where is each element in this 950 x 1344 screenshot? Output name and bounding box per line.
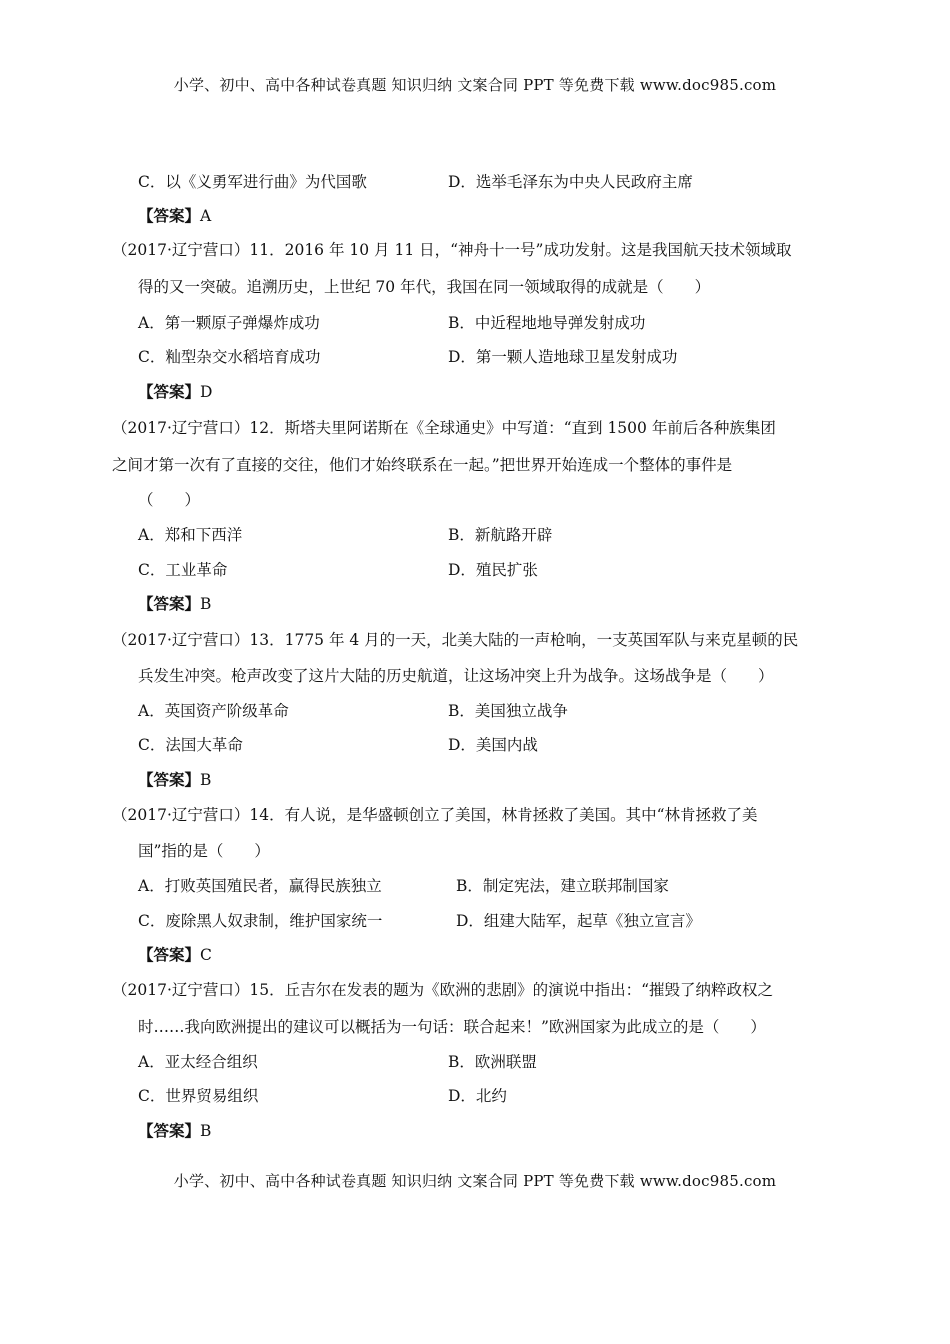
answer-value: C xyxy=(200,946,212,964)
q15-option-a: A．亚太经合组织 xyxy=(138,1053,258,1071)
q11-option-b: B．中近程地地导弹发射成功 xyxy=(448,314,646,332)
q13-option-b: B．美国独立战争 xyxy=(448,702,568,720)
q11-option-a: A．第一颗原子弹爆炸成功 xyxy=(138,314,320,332)
answer-label: 【答案】 xyxy=(138,770,201,789)
page-header: 小学、初中、高中各种试卷真题 知识归纳 文案合同 PPT 等免费下载 www.doc985.com xyxy=(173,76,777,94)
answer-value: A xyxy=(200,207,212,225)
answer-value: B xyxy=(200,1122,212,1140)
q15-option-b: B．欧洲联盟 xyxy=(448,1053,537,1071)
q11-option-c: C．籼型杂交水稻培育成功 xyxy=(138,348,321,366)
answer-value: B xyxy=(200,595,212,613)
q15-stem-line1: （2017·辽宁营口）15．丘吉尔在发表的题为《欧洲的悲剧》的演说中指出：“摧毁了纳粹政权之 xyxy=(112,981,774,999)
q15-answer xyxy=(138,1121,211,1141)
q14-answer xyxy=(138,945,212,965)
answer-label: 【答案】 xyxy=(138,594,201,613)
q12-option-d: D．殖民扩张 xyxy=(448,561,538,579)
q11-option-d: D．第一颗人造地球卫星发射成功 xyxy=(448,348,678,366)
q12-option-a: A．郑和下西洋 xyxy=(138,526,243,544)
q13-answer xyxy=(138,770,211,790)
page-footer: 小学、初中、高中各种试卷真题 知识归纳 文案合同 PPT 等免费下载 www.doc985.com xyxy=(173,1172,777,1190)
q13-stem-line1: （2017·辽宁营口）13．1775 年 4 月的一天，北美大陆的一声枪响，一支英国军队与来克星顿的民 xyxy=(112,631,799,649)
q13-option-c: C．法国大革命 xyxy=(138,736,243,754)
q12-option-c: C．工业革命 xyxy=(138,561,228,579)
answer-value: B xyxy=(200,771,212,789)
answer-label: 【答案】 xyxy=(138,206,201,225)
q10-option-c: C．以《义勇军进行曲》为代国歌 xyxy=(138,173,367,191)
q12-answer xyxy=(138,594,211,614)
q13-option-a: A．英国资产阶级革命 xyxy=(138,702,289,720)
answer-label: 【答案】 xyxy=(138,1121,201,1140)
q11-answer xyxy=(138,382,212,402)
q14-stem-line1: （2017·辽宁营口）14．有人说，是华盛顿创立了美国，林肯拯救了美国。其中“林肯拯救了美 xyxy=(112,806,758,824)
q10-answer xyxy=(138,206,211,226)
q15-option-c: C．世界贸易组织 xyxy=(138,1087,259,1105)
q13-stem-line2: 兵发生冲突。枪声改变了这片大陆的历史航道，让这场冲突上升为战争。这场战争是（ ） xyxy=(138,667,774,685)
q14-option-c: C．废除黑人奴隶制，维护国家统一 xyxy=(138,912,383,930)
answer-label: 【答案】 xyxy=(138,945,201,964)
q10-option-d: D．选举毛泽东为中央人民政府主席 xyxy=(448,173,693,191)
answer-label: 【答案】 xyxy=(138,382,201,401)
q11-stem-line1: （2017·辽宁营口）11．2016 年 10 月 11 日，“神舟十一号”成功发射。这是我国航天技术领域取 xyxy=(112,241,792,259)
q14-option-a: A．打败英国殖民者，赢得民族独立 xyxy=(138,877,382,895)
q11-stem-line2: 得的又一突破。追溯历史，上世纪 70 年代，我国在同一领域取得的成就是（ ） xyxy=(138,278,711,296)
q13-option-d: D．美国内战 xyxy=(448,736,538,754)
q15-stem-line2: 时……我向欧洲提出的建议可以概括为一句话：联合起来！”欧洲国家为此成立的是（ ） xyxy=(138,1018,766,1036)
q14-option-b: B．制定宪法，建立联邦制国家 xyxy=(456,877,669,895)
q14-option-d: D．组建大陆军，起草《独立宣言》 xyxy=(456,912,701,930)
q12-option-b: B．新航路开辟 xyxy=(448,526,553,544)
answer-value: D xyxy=(200,383,213,401)
q12-stem-line3: （ ） xyxy=(138,491,201,509)
q12-stem-line2: 之间才第一次有了直接的交往，他们才始终联系在一起。”把世界开始连成一个整体的事件是 xyxy=(112,456,733,474)
q12-stem-line1: （2017·辽宁营口）12．斯塔夫里阿诺斯在《全球通史》中写道：“直到 1500 年前后各种族集团 xyxy=(112,419,776,437)
q14-stem-line2: 国”指的是（ ） xyxy=(138,842,270,860)
q15-option-d: D．北约 xyxy=(448,1087,507,1105)
